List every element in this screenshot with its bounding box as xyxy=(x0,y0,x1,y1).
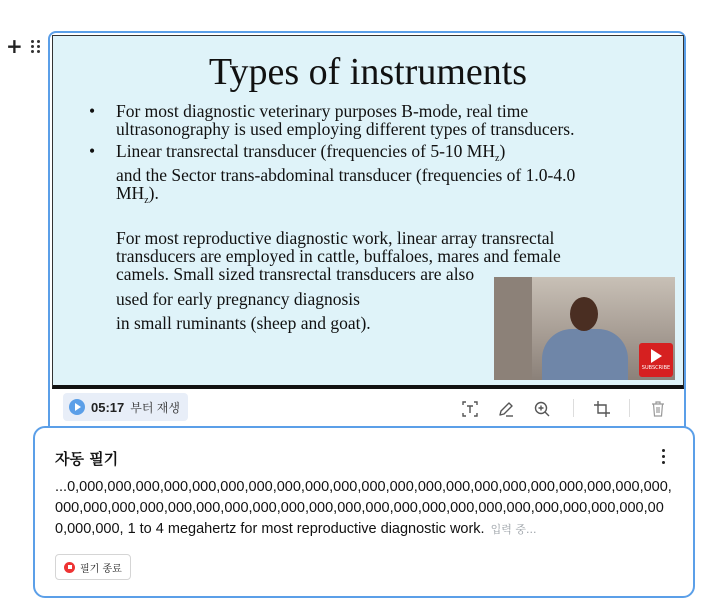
bullet-marker: • xyxy=(89,101,96,121)
text-extract-icon[interactable] xyxy=(461,400,479,418)
crop-icon[interactable] xyxy=(593,400,611,418)
stop-icon xyxy=(64,562,75,573)
subscribe-icon xyxy=(639,343,673,377)
presenter-body xyxy=(542,329,628,380)
stop-notes-button[interactable] xyxy=(55,554,131,580)
stop-notes-label: 필기 종료 xyxy=(80,563,122,575)
slide-line: Linear transrectal transducer (frequencies of 5-10 $MH_z$) xyxy=(116,141,506,164)
drag-handle-icon[interactable] xyxy=(31,40,40,53)
video-frame[interactable] xyxy=(52,35,684,389)
slide-line: For most reproductive diagnostic work, linear array transrectal xyxy=(116,228,555,248)
background-shelf xyxy=(494,277,532,380)
subscribe-label: SUBSCRIBE xyxy=(641,365,671,371)
notes-title: 자동 필기 xyxy=(55,450,119,468)
add-block-icon[interactable]: + xyxy=(6,34,23,58)
slide-line: transducers are employed in cattle, buffaloes, mares and female xyxy=(116,246,561,266)
slide-line: $MH_z$). xyxy=(116,183,159,206)
timestamp: 05:17 xyxy=(91,399,125,415)
zoom-in-icon[interactable] xyxy=(533,400,551,418)
trash-icon[interactable] xyxy=(649,400,667,418)
slide-line: used for early pregnancy diagnosis xyxy=(116,289,360,309)
slide-line: For most diagnostic veterinary purposes B-mode, real time xyxy=(116,101,529,121)
pen-icon[interactable] xyxy=(497,400,515,418)
bullet-marker: • xyxy=(89,141,96,161)
play-from-label: 부터 재생 xyxy=(130,400,180,415)
more-options-icon[interactable] xyxy=(662,449,665,464)
slide-line: ultrasonography is used employing different types of transducers. xyxy=(116,119,575,139)
typing-status: 입력 중... xyxy=(490,523,537,536)
slide-line: camels. Small sized transrectal transducers are also xyxy=(116,264,475,284)
block-handle xyxy=(6,36,40,56)
transcript-text: ...0,000,000,000,000,000,000,000,000,000,000,000,000,000,000,000,000,000,000,000,000,000,000,000,000,000,000,000,000,000,000,000,000,000,000,000,000,000,000,000,000,000,000,000,000,000, 1 to 4 megahertz for most reproductive diagnostic work. xyxy=(55,479,672,537)
notes-transcript xyxy=(55,477,675,540)
play-from-timestamp-button[interactable] xyxy=(63,393,188,421)
presenter-head xyxy=(570,297,598,331)
toolbar-divider xyxy=(573,399,574,417)
video-card xyxy=(48,31,686,485)
slide-line: in small ruminants (sheep and goat). xyxy=(116,313,371,333)
slide-title: Types of instruments xyxy=(208,51,528,93)
video-toolbar xyxy=(50,388,684,428)
toolbar-divider xyxy=(629,399,630,417)
slide-line: and the Sector trans-abdominal transducer (frequencies of 1.0-4.0 xyxy=(116,165,576,185)
presenter-video xyxy=(494,277,675,380)
auto-notes-panel xyxy=(33,426,695,598)
play-icon xyxy=(69,399,85,415)
